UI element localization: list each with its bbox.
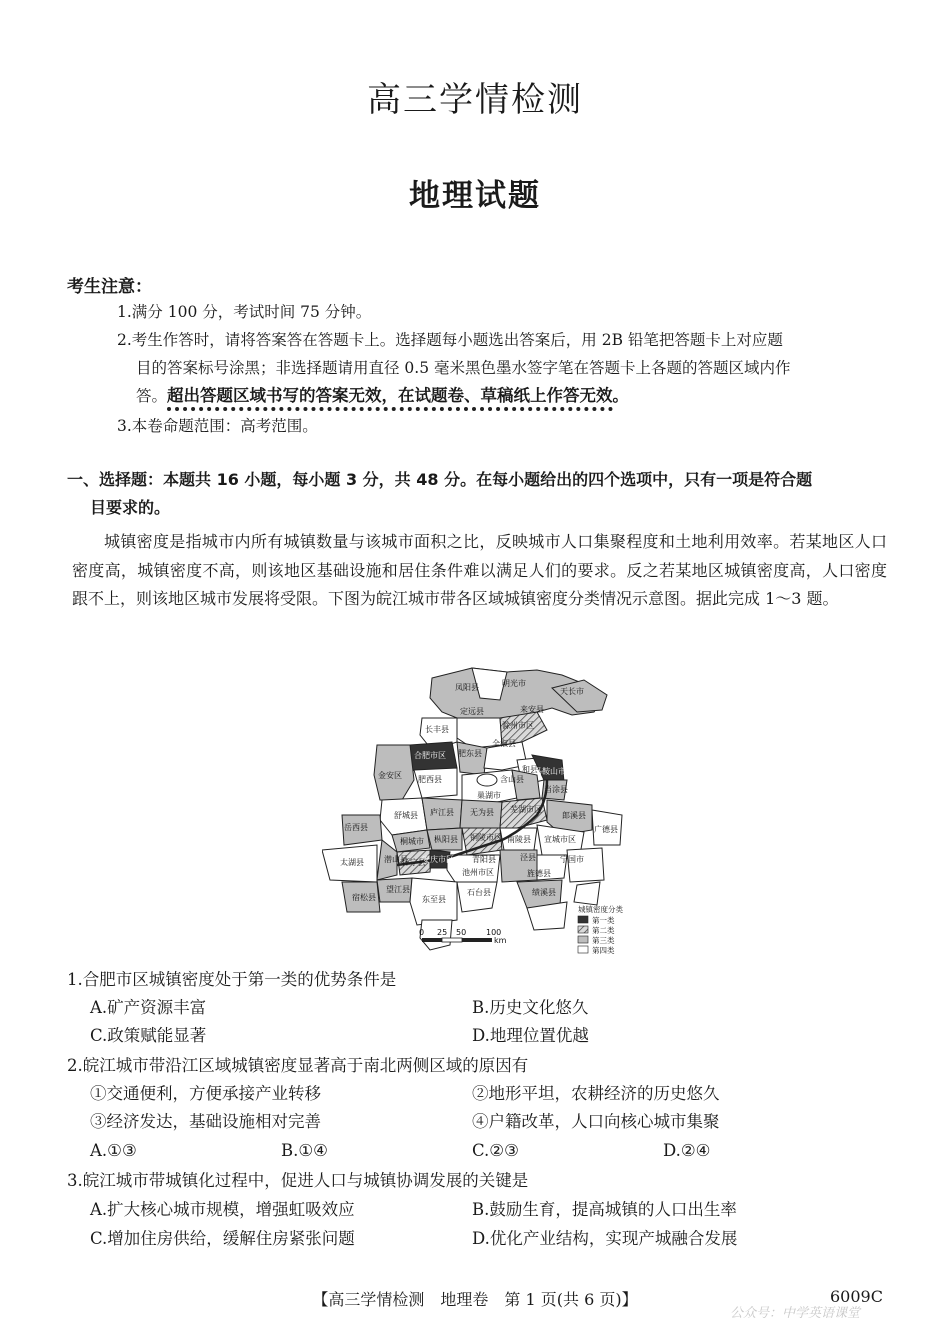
map-label: 望江县 (386, 885, 410, 894)
scale-tick: 50 (456, 928, 467, 937)
passage: 城镇密度是指城市内所有城镇数量与该城市面积之比，反映城市人口集聚程度和土地利用效率。若某地区人口密度高，城镇密度不高，则该地区基础设施和居住条件难以满足人们的要求。反之若某地区城镇密度高，人口密度跟不上，则该地区城市发展将受限。下图为皖江城市带各区域城镇密度分类情况示意图。据此完成 1～3 题。 (72, 532, 887, 608)
question-2-statement-2: ②地形平坦，农耕经济的历史悠久 (472, 1084, 720, 1103)
section-heading-line-2: 目要求的。 (90, 498, 171, 517)
scale-tick: 0 (419, 928, 425, 937)
map-label: 来安县 (520, 705, 544, 714)
map-label: 肥东县 (458, 749, 482, 758)
map-label: 太湖县 (340, 858, 364, 867)
legend-swatch-class3 (578, 936, 588, 943)
map-region-shape (457, 882, 497, 912)
map-label: 巢湖市 (477, 791, 501, 800)
question-2-option-d: D.②④ (663, 1141, 711, 1160)
legend-label: 第三类 (592, 936, 615, 945)
question-2-option-c: C.②③ (472, 1141, 519, 1160)
map-label: 郎溪县 (562, 811, 586, 820)
question-2-option-a: A.①③ (90, 1141, 137, 1160)
question-2-statement-1: ①交通便利，方便承接产业转移 (90, 1084, 321, 1103)
map-region-shape (567, 848, 604, 882)
map-label: 舒城县 (394, 811, 418, 820)
map-label: 肥西县 (418, 775, 442, 784)
question-3-stem: 3.皖江城市带城镇化过程中，促进人口与城镇协调发展的关键是 (67, 1171, 529, 1190)
question-1-option-c: C.政策赋能显著 (90, 1026, 207, 1045)
subject-title: 地理试题 (409, 178, 541, 214)
question-2-stem: 2.皖江城市带沿江区域城镇密度显著高于南北两侧区域的原因有 (67, 1056, 529, 1075)
map-label: 庐江县 (430, 808, 454, 817)
legend-swatch-class1 (578, 916, 588, 923)
map-label: 含山县 (500, 775, 524, 784)
scale-bar-segment (422, 938, 442, 942)
map-label: 马鞍山市区 (534, 767, 574, 776)
map-lake (477, 774, 497, 786)
density-map (322, 650, 632, 960)
section-heading-line-1: 一、选择题：本题共 16 小题，每小题 3 分，共 48 分。在每小题给出的四个选项中，只有一项是符合题 (67, 470, 813, 489)
notice-suffix: 。 (612, 387, 629, 405)
notice-prefix: 答。 (136, 387, 168, 405)
question-2-statement-3: ③经济发达，基础设施相对完善 (90, 1112, 321, 1131)
map-label: 定远县 (460, 707, 484, 716)
map-label: 旌德县 (527, 869, 551, 878)
map-label: 滁州市区 (502, 721, 534, 730)
legend-label: 第二类 (592, 926, 615, 935)
scale-bar-segment (462, 938, 492, 942)
question-1-option-b: B.历史文化悠久 (472, 998, 589, 1017)
question-3-option-b: B.鼓励生育，提高城镇的人口出生率 (472, 1200, 737, 1219)
notice-item-2-line-1: 2.考生作答时，请将答案答在答题卡上。选择题每小题选出答案后，用 2B 铅笔把答题卡上对应题 (117, 331, 783, 349)
map-region-shape (574, 882, 600, 905)
map-label: 全椒县 (492, 739, 516, 748)
map-label: 无为县 (470, 808, 494, 817)
legend-swatch-class2 (578, 926, 588, 933)
notice-emphasis: 超出答题区域书写的答案无效，在试题卷、草稿纸上作答无效 (167, 386, 613, 411)
question-3-option-d: D.优化产业结构，实现产城融合发展 (472, 1229, 738, 1248)
exam-title: 高三学情检测 (367, 80, 583, 120)
map-label: 枞阳县 (434, 835, 458, 844)
notice-item-3: 3.本卷命题范围：高考范围。 (117, 417, 318, 435)
page-footer: 【高三学情检测 地理卷 第 1 页(共 6 页)】 (312, 1290, 638, 1309)
map-label: 铜陵市区 (470, 833, 502, 842)
map-label: 岳西县 (344, 823, 368, 832)
map-label: 池州市区 (462, 868, 494, 877)
map-label: 宿松县 (352, 893, 376, 902)
legend-title: 城镇密度分类 (578, 905, 623, 914)
scale-bar-segment (442, 938, 462, 942)
map-region-shape (420, 920, 452, 950)
map-label: 宁国市 (560, 855, 584, 864)
scale-tick: 100 (486, 928, 502, 937)
scale-tick: 25 (437, 928, 448, 937)
question-1-option-a: A.矿产资源丰富 (90, 998, 207, 1017)
map-label: 东至县 (422, 895, 446, 904)
map-label: 宣城市区 (544, 835, 576, 844)
notice-item-2-line-3 (136, 382, 628, 410)
map-label: 潜山县 (384, 855, 408, 864)
map-label: 长丰县 (425, 725, 449, 734)
map-label: 广德县 (594, 825, 618, 834)
map-label: 芜湖市区 (510, 805, 542, 814)
map-label: 和县 (522, 765, 538, 774)
question-3-option-c: C.增加住房供给，缓解住房紧张问题 (90, 1229, 355, 1248)
question-3-option-a: A.扩大核心城市规模，增强虹吸效应 (90, 1200, 355, 1219)
map-label: 安庆市区 (422, 855, 454, 864)
map-label: 南陵县 (507, 835, 531, 844)
map-label: 桐城市 (400, 837, 424, 846)
map-label: 青阳县 (472, 855, 496, 864)
notice-heading: 考生注意： (67, 277, 152, 297)
map-label: 石台县 (467, 888, 491, 897)
map-label: 绩溪县 (532, 888, 556, 897)
question-2-statement-4: ④户籍改革，人口向核心城市集聚 (472, 1112, 720, 1131)
legend-label: 第四类 (592, 946, 615, 955)
question-1-option-d: D.地理位置优越 (472, 1026, 589, 1045)
map-label: 当涂县 (544, 785, 568, 794)
map-label: 凤阳县 (455, 683, 479, 692)
question-2-option-b: B.①④ (281, 1141, 328, 1160)
map-label: 天长市 (560, 687, 584, 696)
map-label: 泾县 (520, 853, 536, 862)
legend-label: 第一类 (592, 916, 615, 925)
scale-unit: km (494, 936, 507, 945)
notice-item-1: 1.满分 100 分，考试时间 75 分钟。 (117, 303, 372, 321)
map-label: 怀宁县 (402, 858, 426, 867)
legend-swatch-class4 (578, 946, 588, 953)
map-label: 合肥市区 (414, 751, 446, 760)
question-1-stem: 1.合肥市区城镇密度处于第一类的优势条件是 (67, 970, 397, 989)
map-label: 金安区 (378, 771, 402, 780)
watermark: 公众号：中学英语课堂 (730, 1306, 861, 1321)
map-region-shape (457, 742, 487, 775)
notice-item-2-line-2: 目的答案标号涂黑；非选择题请用直径 0.5 毫米黑色墨水签字笔在答题卡上各题的答题区域内作 (136, 359, 791, 377)
paper-code: 6009C (830, 1287, 883, 1306)
map-label: 明光市 (502, 679, 526, 688)
